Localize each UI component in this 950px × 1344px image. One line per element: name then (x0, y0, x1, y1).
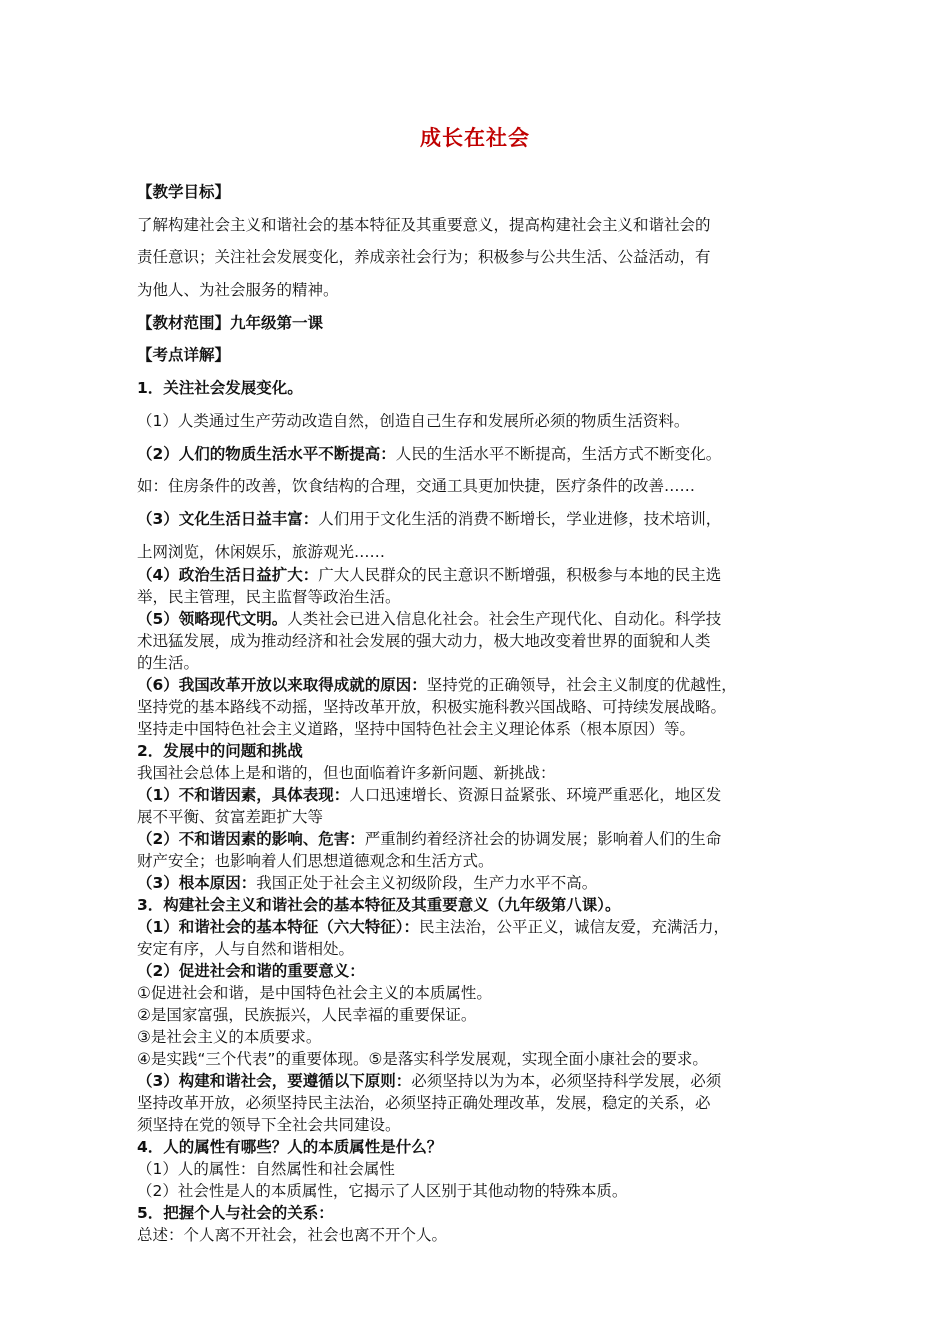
text-line (137, 280, 339, 300)
text-line (137, 829, 721, 849)
body-text: 了解构建社会主义和谐社会的基本特征及其重要意义，提高构建社会主义和谐社会的 (137, 216, 711, 234)
bold-heading: 【考点详解】 (137, 346, 231, 364)
text-line (137, 1115, 401, 1135)
body-text: 举，民主管理，民主监督等政治生活。 (137, 588, 401, 606)
body-text: 民主法治，公平正义，诚信友爱，充满活力， (419, 918, 730, 936)
text-line (137, 1181, 627, 1201)
body-text: 坚持党的基本路线不动摇，坚持改革开放，积极实施科教兴国战略、可持续发展战略。 (137, 698, 727, 716)
text-line (137, 697, 726, 717)
body-text: 的生活。 (137, 654, 200, 672)
body-text: 必须坚持以为为本，必须坚持科学发展，必须 (411, 1072, 722, 1090)
text-line (137, 1049, 708, 1069)
text-line (137, 1225, 447, 1245)
text-line (137, 1093, 711, 1113)
text-line (137, 917, 729, 937)
text-line (137, 313, 323, 333)
text-line (137, 378, 303, 398)
body-text: 人民的生活水平不断提高，生活方式不断变化。 (395, 445, 722, 463)
body-text: 广大人民群众的民主意识不断增强，积极参与本地的民主选 (318, 566, 722, 584)
text-line (137, 1071, 721, 1091)
text-line (137, 444, 721, 464)
body-text: 坚持走中国特色社会主义道路，坚持中国特色社会主义理论体系（根本原因）等。 (137, 720, 696, 738)
page-title: 成长在社会 (420, 126, 530, 150)
text-line (137, 1159, 395, 1179)
bold-heading: （2）不和谐因素的影响、危害： (137, 830, 365, 848)
body-text: 坚持党的正确领导，社会主义制度的优越性， (426, 676, 737, 694)
body-text: 财产安全；也影响着人们思想道德观念和生活方式。 (137, 852, 494, 870)
text-line (137, 609, 721, 629)
text-line (137, 785, 721, 805)
text-line (137, 1137, 442, 1157)
body-text: 我国社会总体上是和谐的，但也面临着许多新问题、新挑战： (137, 764, 556, 782)
bold-heading: 【教学目标】 (137, 183, 231, 201)
text-line (137, 182, 230, 202)
text-line (137, 1203, 334, 1223)
text-line (137, 851, 494, 871)
bold-heading: （3）构建和谐社会，要遵循以下原则： (137, 1072, 412, 1090)
bold-heading: （6）我国改革开放以来取得成就的原因： (137, 676, 427, 694)
body-text: ②是国家富强，民族振兴，人民幸福的重要保证。 (137, 1006, 477, 1024)
text-line (137, 873, 597, 893)
bold-heading: 5．把握个人与社会的关系： (137, 1204, 334, 1222)
bold-heading: （2）人们的物质生活水平不断提高： (137, 445, 396, 463)
text-line (137, 247, 711, 267)
bold-heading: （2）促进社会和谐的重要意义： (137, 962, 365, 980)
body-text: 总述：个人离不开社会，社会也离不开个人。 (137, 1226, 448, 1244)
text-line (137, 587, 401, 607)
body-text: 人口迅速增长、资源日益紧张、环境严重恶化，地区发 (349, 786, 722, 804)
text-line (137, 763, 556, 783)
body-text: ③是社会主义的本质要求。 (137, 1028, 322, 1046)
body-text: （1）人的属性：自然属性和社会属性 (137, 1160, 395, 1178)
bold-heading: （5）领略现代文明。 (137, 610, 288, 628)
bold-heading: 4．人的属性有哪些？人的本质属性是什么？ (137, 1138, 443, 1156)
body-text: ①促进社会和谐，是中国特色社会主义的本质属性。 (137, 984, 492, 1002)
text-line (137, 1027, 321, 1047)
body-text: 我国正处于社会主义初级阶段，生产力水平不高。 (256, 874, 598, 892)
body-text: 上网浏览，休闲娱乐，旅游观光…… (137, 543, 386, 561)
text-line (137, 509, 721, 529)
bold-heading: 【教材范围】九年级第一课 (137, 314, 324, 332)
body-text: 须坚持在党的领导下全社会共同建设。 (137, 1116, 401, 1134)
body-text: 展不平衡、贫富差距扩大等 (137, 808, 324, 826)
body-text: 责任意识；关注社会发展变化，养成亲社会行为；积极参与公共生活、公益活动，有 (137, 248, 711, 266)
bold-heading: （1）不和谐因素，具体表现： (137, 786, 350, 804)
body-text: 严重制约着经济社会的协调发展；影响着人们的生命 (364, 830, 722, 848)
text-line (137, 741, 303, 761)
body-text: 人们用于文化生活的消费不断增长，学业进修，技术培训， (318, 510, 722, 528)
body-text: 人类社会已进入信息化社会。社会生产现代化、自动化。科学技 (287, 610, 722, 628)
text-line (137, 983, 492, 1003)
text-line (137, 675, 737, 695)
text-line (137, 719, 695, 739)
bold-heading: （4）政治生活日益扩大： (137, 566, 319, 584)
text-line (137, 215, 711, 235)
bold-heading: 1．关注社会发展变化。 (137, 379, 303, 397)
bold-heading: （3）文化生活日益丰富： (137, 510, 319, 528)
text-line (137, 411, 689, 431)
text-line (137, 345, 230, 365)
text-line (137, 653, 199, 673)
text-line (137, 631, 711, 651)
text-line (137, 961, 365, 981)
bold-heading: 2．发展中的问题和挑战 (137, 742, 303, 760)
text-line (137, 807, 323, 827)
bold-heading: （3）根本原因： (137, 874, 257, 892)
text-line (137, 565, 721, 585)
body-text: （1）人类通过生产劳动改造自然，创造自己生存和发展所必须的物质生活资料。 (137, 412, 690, 430)
body-text: 安定有序，人与自然和谐相处。 (137, 940, 355, 958)
text-line (137, 895, 621, 915)
body-text: 为他人、为社会服务的精神。 (137, 281, 339, 299)
body-text: 术迅猛发展，成为推动经济和社会发展的强大动力，极大地改变着世界的面貌和人类 (137, 632, 711, 650)
bold-heading: 3．构建社会主义和谐社会的基本特征及其重要意义（九年级第八课）。 (137, 896, 621, 914)
text-line (137, 542, 385, 562)
body-text: （2）社会性是人的本质属性，它揭示了人区别于其他动物的特殊本质。 (137, 1182, 628, 1200)
body-text: 坚持改革开放，必须坚持民主法治，必须坚持正确处理改革，发展，稳定的关系，必 (137, 1094, 711, 1112)
body-text: ④是实践“三个代表”的重要体现。⑤是落实科学发展观，实现全面小康社会的要求。 (137, 1050, 708, 1068)
bold-heading: （1）和谐社会的基本特征（六大特征）： (137, 918, 420, 936)
text-line (137, 939, 354, 959)
text-line (137, 1005, 476, 1025)
text-line (137, 476, 695, 496)
body-text: 如：住房条件的改善，饮食结构的合理，交通工具更加快捷，医疗条件的改善…… (137, 477, 696, 495)
